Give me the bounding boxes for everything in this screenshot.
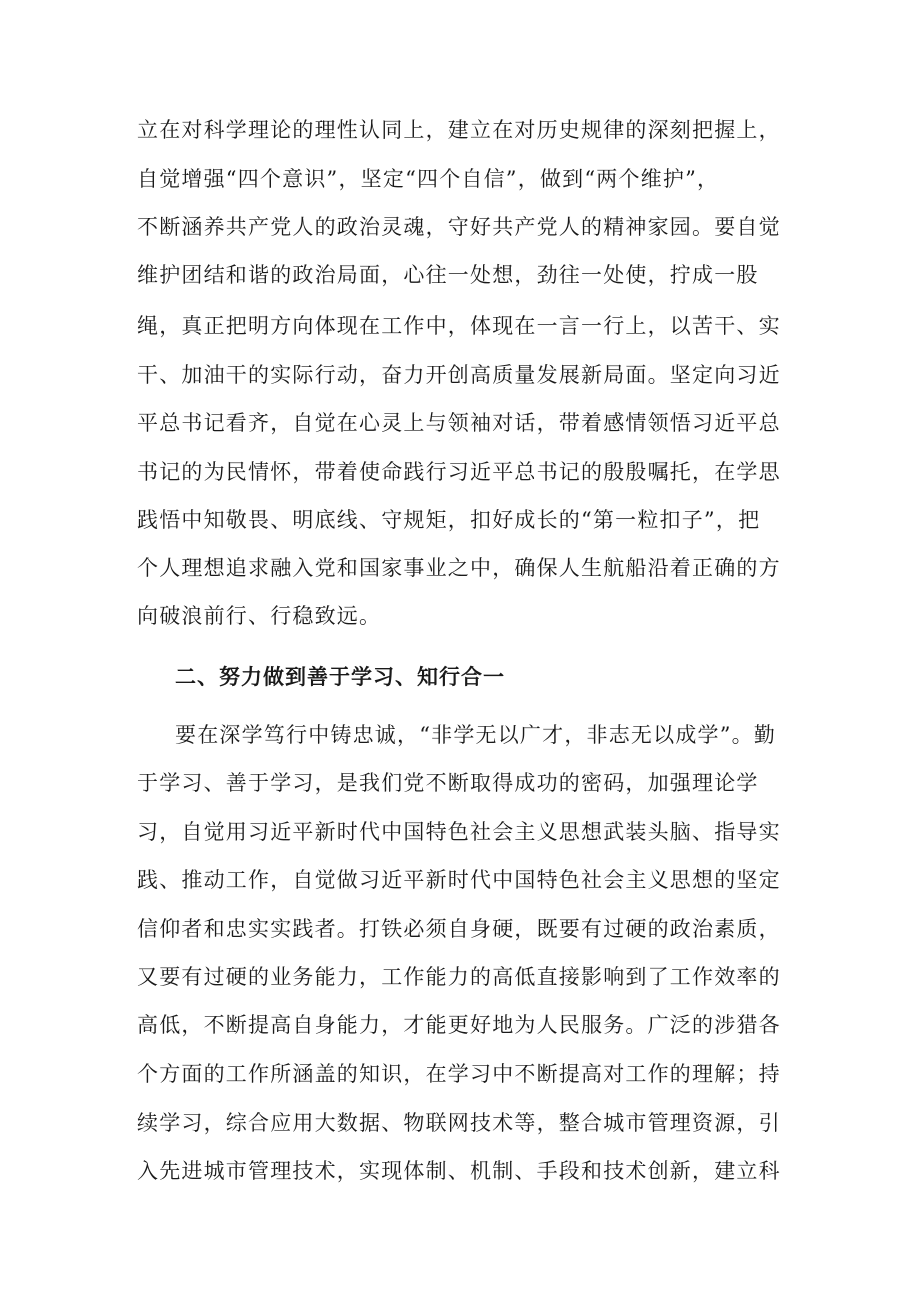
text-line: 践、推动工作，自觉做习近平新时代中国特色社会主义思想的坚定 (137, 868, 781, 892)
text-line: 个人理想追求融入党和国家事业之中，确保人生航船沿着正确的方 (137, 556, 781, 580)
text-line: 绳，真正把明方向体现在工作中，体现在一言一行上，以苦干、实 (137, 314, 781, 338)
text-line: 要在深学笃行中铸忠诚，“非学无以广才，非志无以成学”。勤 (175, 723, 777, 747)
text-line: 维护团结和谐的政治局面，心往一处想，劲往一处使，拧成一股 (137, 263, 759, 287)
text-line: 于学习、善于学习，是我们党不断取得成功的密码，加强理论学 (137, 771, 759, 795)
text-line: 向破浪前行、行稳致远。 (137, 604, 382, 628)
text-line: 又要有过硬的业务能力，工作能力的高低直接影响到了工作效率的 (137, 965, 781, 989)
text-line: 个方面的工作所涵盖的知识，在学习中不断提高对工作的理解；持 (137, 1062, 781, 1086)
text-line: 习，自觉用习近平新时代中国特色社会主义思想武装头脑、指导实 (137, 820, 781, 844)
text-line: 入先进城市管理技术，实现体制、机制、手段和技术创新，建立科 (137, 1159, 781, 1183)
text-line: 信仰者和忠实实践者。打铁必须自身硬，既要有过硬的政治素质， (137, 917, 781, 941)
text-line: 书记的为民情怀，带着使命践行习近平总书记的殷殷嘱托，在学思 (137, 460, 781, 484)
text-line: 干、加油干的实际行动，奋力开创高质量发展新局面。坚定向习近 (137, 363, 781, 387)
text-line: 续学习，综合应用大数据、物联网技术等，整合城市管理资源，引 (137, 1111, 781, 1135)
section-heading: 二、努力做到善于学习、知行合一 (175, 664, 505, 689)
text-line: 不断涵养共产党人的政治灵魂，守好共产党人的精神家园。要自觉 (137, 215, 781, 239)
text-line: 立在对科学理论的理性认同上，建立在对历史规律的深刻把握上， (137, 118, 781, 142)
text-line: 自觉增强“四个意识”，坚定“四个自信”，做到“两个维护”， (137, 167, 720, 191)
text-line: 践悟中知敬畏、明底线、守规矩，扣好成长的“第一粒扣子”，把 (137, 508, 761, 532)
text-line: 高低，不断提高自身能力，才能更好地为人民服务。广泛的涉猎各 (137, 1013, 781, 1037)
text-line: 平总书记看齐，自觉在心灵上与领袖对话，带着感情领悟习近平总 (137, 411, 781, 435)
